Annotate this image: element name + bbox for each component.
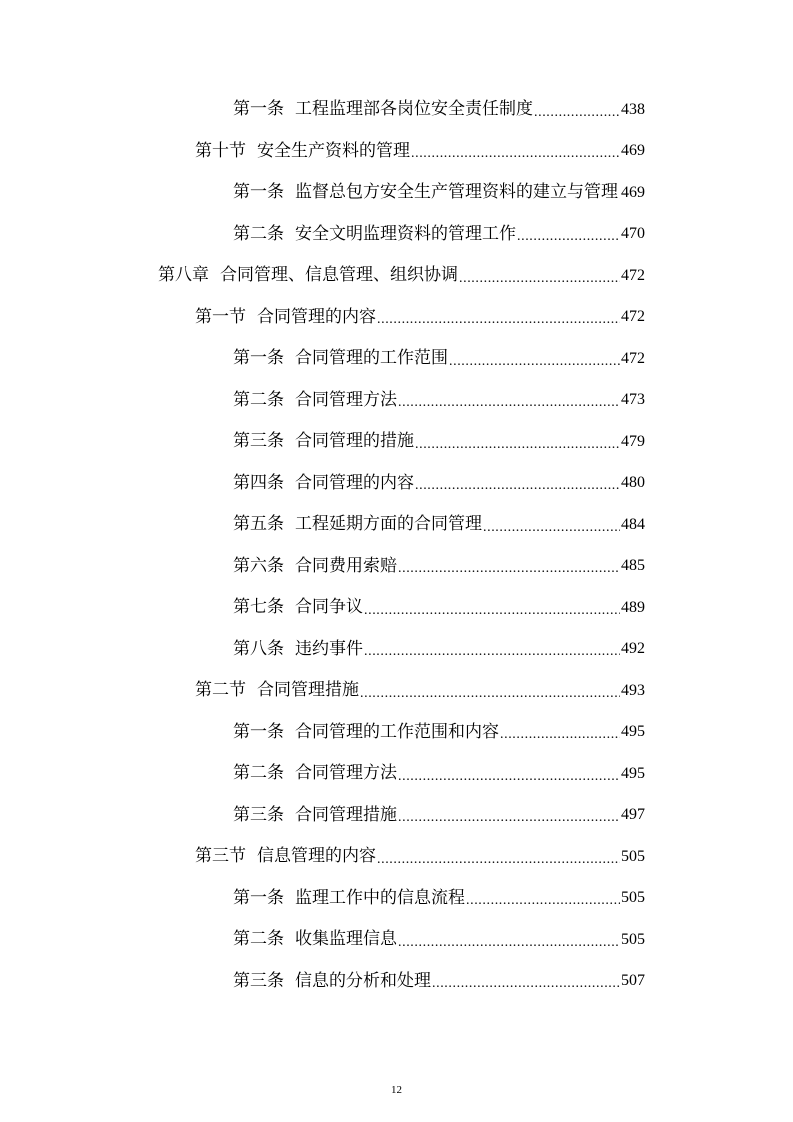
dot-leader (398, 936, 620, 950)
toc-entry-title: 合同管理措施 (295, 804, 397, 825)
toc-entry-label: 第一条 (233, 182, 284, 203)
toc-entry[interactable] (0, 504, 793, 546)
toc-entry-title: 安全生产资料的管理 (257, 140, 410, 161)
toc-entry-page: 472 (621, 308, 645, 326)
toc-entry-title: 收集监理信息 (295, 929, 397, 950)
toc-entry-page: 469 (621, 142, 645, 160)
toc-entry-page: 470 (621, 225, 645, 243)
toc-entry[interactable] (0, 172, 793, 214)
toc-entry-title: 工程延期方面的合同管理 (295, 514, 482, 535)
dot-leader (500, 728, 620, 742)
toc-entry[interactable] (0, 89, 793, 131)
toc-entry-title: 违约事件 (295, 638, 363, 659)
toc-entry[interactable] (0, 712, 793, 754)
dot-leader (377, 313, 620, 327)
dot-leader (459, 272, 620, 286)
dot-leader (360, 687, 620, 701)
toc-entry-title: 合同管理措施 (257, 680, 359, 701)
toc-entry-title: 信息的分析和处理 (295, 970, 431, 991)
toc-entry-title: 合同管理、信息管理、组织协调 (220, 265, 458, 286)
dot-leader (411, 147, 620, 161)
toc-entry-label: 第二条 (233, 223, 284, 244)
toc-entry-label: 第二条 (233, 763, 284, 784)
toc-entry[interactable] (0, 587, 793, 629)
toc-entry-page: 472 (621, 349, 645, 367)
toc-entry-page: 505 (621, 889, 645, 907)
toc-entry-label: 第二节 (195, 680, 246, 701)
toc-entry-label: 第一条 (233, 887, 284, 908)
dot-leader (517, 230, 620, 244)
toc-entry-page: 438 (621, 100, 645, 118)
dot-leader (364, 604, 620, 618)
dot-leader (398, 770, 620, 784)
dot-leader (449, 355, 620, 369)
dot-leader (415, 479, 620, 493)
table-of-contents (0, 89, 793, 1002)
toc-entry-label: 第六条 (233, 555, 284, 576)
toc-entry[interactable] (0, 214, 793, 256)
toc-entry-label: 第八条 (233, 638, 284, 659)
toc-entry-title: 合同管理的措施 (295, 431, 414, 452)
dot-leader (377, 853, 620, 867)
toc-entry-title: 合同管理的工作范围 (295, 348, 448, 369)
toc-entry-page: 497 (621, 806, 645, 824)
toc-entry[interactable] (0, 546, 793, 588)
toc-entry-label: 第二条 (233, 929, 284, 950)
dot-leader (466, 894, 620, 908)
toc-entry-page: 479 (621, 432, 645, 450)
toc-entry-page: 469 (621, 183, 645, 201)
toc-entry-page: 507 (621, 972, 645, 990)
toc-entry-title: 工程监理部各岗位安全责任制度 (295, 99, 533, 120)
toc-entry[interactable] (0, 753, 793, 795)
dot-leader (619, 189, 620, 203)
toc-entry[interactable] (0, 919, 793, 961)
toc-entry-title: 合同管理的工作范围和内容 (295, 721, 499, 742)
toc-entry[interactable] (0, 338, 793, 380)
toc-entry-label: 第一条 (233, 99, 284, 120)
toc-entry-label: 第十节 (195, 140, 246, 161)
toc-entry[interactable] (0, 255, 793, 297)
toc-entry-page: 473 (621, 391, 645, 409)
toc-entry-label: 第四条 (233, 472, 284, 493)
toc-entry-page: 485 (621, 557, 645, 575)
dot-leader (534, 106, 620, 120)
toc-entry-label: 第五条 (233, 514, 284, 535)
toc-entry[interactable] (0, 131, 793, 173)
toc-entry-page: 505 (621, 847, 645, 865)
dot-leader (398, 811, 620, 825)
toc-entry-label: 第一节 (195, 306, 246, 327)
dot-leader (432, 977, 620, 991)
toc-entry-title: 合同管理的内容 (257, 306, 376, 327)
toc-entry-title: 合同管理方法 (295, 763, 397, 784)
toc-entry-title: 监督总包方安全生产管理资料的建立与管理 (295, 182, 618, 203)
dot-leader (364, 645, 620, 659)
dot-leader (415, 438, 620, 452)
toc-entry-page: 505 (621, 930, 645, 948)
toc-entry[interactable] (0, 878, 793, 920)
toc-entry-title: 合同费用索赔 (295, 555, 397, 576)
toc-entry-page: 489 (621, 598, 645, 616)
toc-entry-title: 安全文明监理资料的管理工作 (295, 223, 516, 244)
toc-entry[interactable] (0, 795, 793, 837)
toc-entry-page: 495 (621, 723, 645, 741)
toc-entry-page: 484 (621, 515, 645, 533)
toc-entry-page: 493 (621, 681, 645, 699)
dot-leader (483, 521, 620, 535)
toc-entry-title: 合同争议 (295, 597, 363, 618)
toc-entry[interactable] (0, 463, 793, 505)
toc-entry-label: 第三条 (233, 804, 284, 825)
toc-entry[interactable] (0, 670, 793, 712)
toc-entry-label: 第一条 (233, 721, 284, 742)
toc-entry-label: 第三条 (233, 970, 284, 991)
toc-entry-page: 495 (621, 764, 645, 782)
toc-entry-page: 480 (621, 474, 645, 492)
toc-entry-title: 监理工作中的信息流程 (295, 887, 465, 908)
toc-entry-title: 信息管理的内容 (257, 846, 376, 867)
toc-entry-label: 第一条 (233, 348, 284, 369)
toc-entry-page: 472 (621, 266, 645, 284)
toc-entry[interactable] (0, 836, 793, 878)
toc-entry[interactable] (0, 297, 793, 339)
toc-entry-title: 合同管理方法 (295, 389, 397, 410)
toc-entry-page: 492 (621, 640, 645, 658)
dot-leader (398, 396, 620, 410)
toc-entry-label: 第三节 (195, 846, 246, 867)
toc-entry-label: 第二条 (233, 389, 284, 410)
toc-entry[interactable] (0, 421, 793, 463)
toc-entry[interactable] (0, 961, 793, 1003)
toc-entry-label: 第三条 (233, 431, 284, 452)
page-number: 12 (391, 1084, 402, 1096)
toc-entry-label: 第七条 (233, 597, 284, 618)
toc-entry[interactable] (0, 380, 793, 422)
toc-entry-title: 合同管理的内容 (295, 472, 414, 493)
toc-entry[interactable] (0, 629, 793, 671)
toc-entry-label: 第八章 (158, 265, 209, 286)
dot-leader (398, 562, 620, 576)
